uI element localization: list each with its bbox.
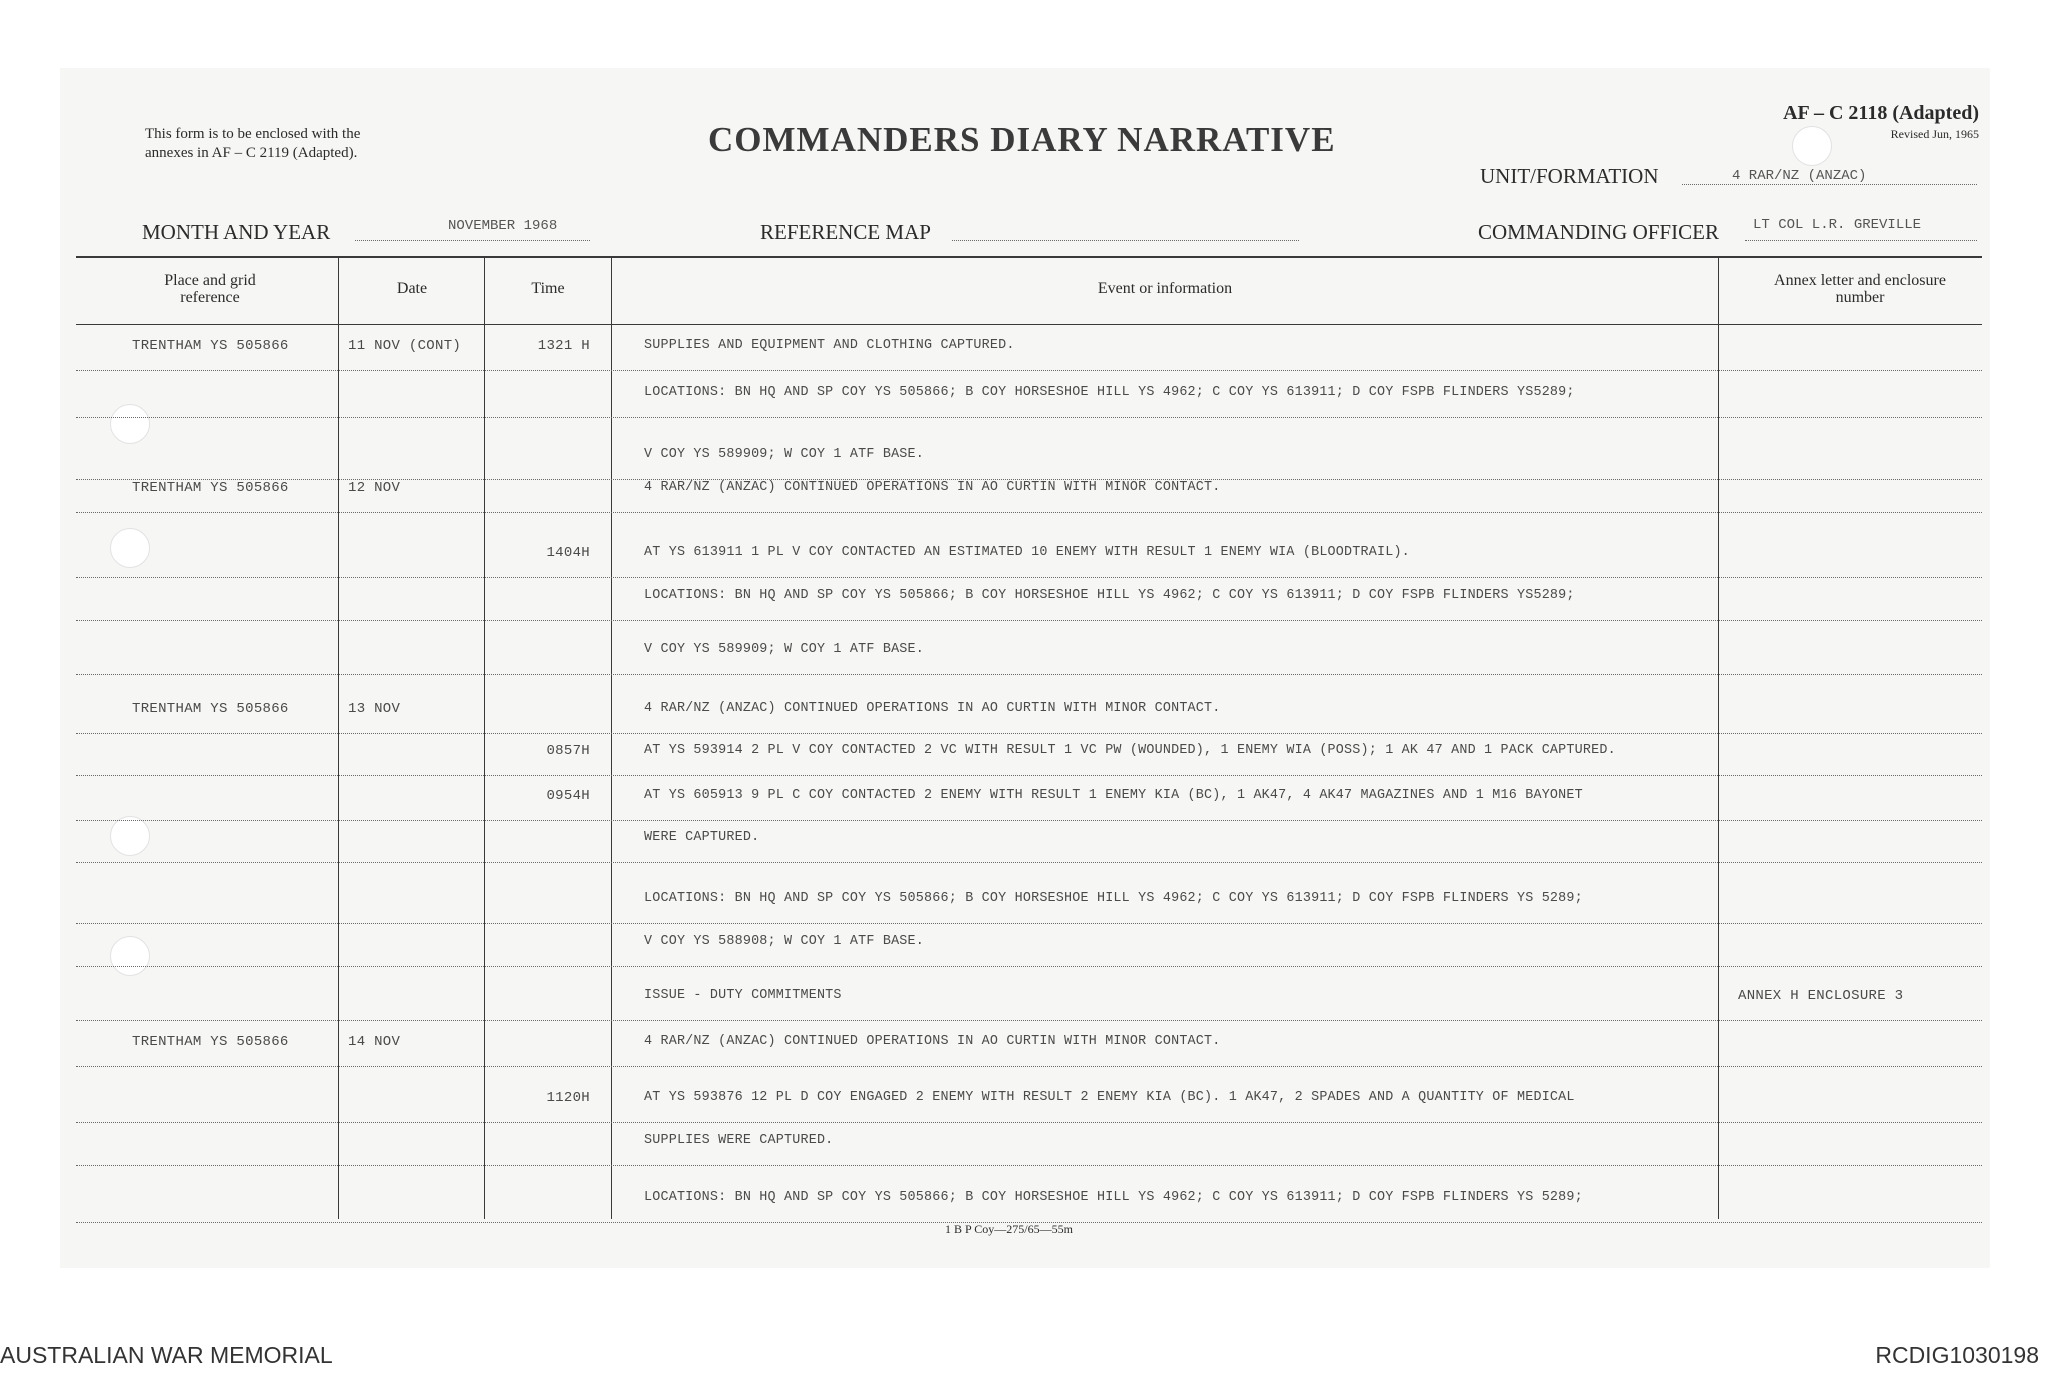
map-dotted-line bbox=[952, 240, 1299, 241]
col-divider-date bbox=[484, 256, 485, 1219]
print-code: 1 B P Coy—275/65—55m bbox=[945, 1222, 1073, 1236]
cell-event: V COY YS 589909; W COY 1 ATF BASE. bbox=[644, 447, 925, 462]
cell-time: 1321 H bbox=[537, 338, 590, 354]
cell-event: AT YS 593914 2 PL V COY CONTACTED 2 VC WITH RESULT 1 VC PW (WOUNDED), 1 ENEMY WIA (POSS); 1 AK 47 AND 1 PACK CAPTURED. bbox=[644, 743, 1616, 758]
cell-time: 1120H bbox=[546, 1090, 590, 1106]
cell-event: SUPPLIES WERE CAPTURED. bbox=[644, 1133, 834, 1148]
cell-time: 0954H bbox=[546, 788, 590, 804]
cell-event: 4 RAR/NZ (ANZAC) CONTINUED OPERATIONS IN AO CURTIN WITH MINOR CONTACT. bbox=[644, 701, 1221, 716]
footer-source: AUSTRALIAN WAR MEMORIAL bbox=[0, 1342, 333, 1368]
row-rule bbox=[76, 1066, 1982, 1067]
enclosure-note bbox=[145, 125, 360, 163]
diary-page bbox=[60, 68, 1990, 1268]
cell-event: 4 RAR/NZ (ANZAC) CONTINUED OPERATIONS IN AO CURTIN WITH MINOR CONTACT. bbox=[644, 480, 1221, 495]
row-rule bbox=[76, 370, 1982, 371]
column-header-annex: Annex letter and enclosure number bbox=[1774, 272, 1946, 306]
row-rule bbox=[76, 512, 1982, 513]
punch-hole bbox=[110, 936, 150, 976]
row-rule bbox=[76, 674, 1982, 675]
column-header-time: Time bbox=[531, 280, 565, 297]
cell-date: 14 NOV bbox=[348, 1034, 401, 1050]
cell-event: WERE CAPTURED. bbox=[644, 830, 760, 845]
cell-event: LOCATIONS: BN HQ AND SP COY YS 505866; B COY HORSESHOE HILL YS 4962; C COY YS 613911; D COY FSPB FLINDERS YS 5289; bbox=[644, 1190, 1583, 1205]
co-dotted-line bbox=[1745, 240, 1977, 241]
enclosure-note-line-1: This form is to be enclosed with the bbox=[145, 126, 361, 142]
column-header-place: Place and grid reference bbox=[164, 272, 256, 306]
cell-event: LOCATIONS: BN HQ AND SP COY YS 505866; B COY HORSESHOE HILL YS 4962; C COY YS 613911; D COY FSPB FLINDERS YS 5289; bbox=[644, 891, 1583, 906]
unit-value: 4 RAR/NZ (ANZAC) bbox=[1732, 168, 1867, 184]
punch-hole bbox=[110, 404, 150, 444]
map-label: REFERENCE MAP bbox=[760, 220, 931, 244]
co-label: COMMANDING OFFICER bbox=[1478, 220, 1719, 244]
cell-event: SUPPLIES AND EQUIPMENT AND CLOTHING CAPTURED. bbox=[644, 338, 1015, 353]
cell-event: V COY YS 589909; W COY 1 ATF BASE. bbox=[644, 642, 925, 657]
unit-label: UNIT/FORMATION bbox=[1480, 164, 1659, 188]
cell-event: V COY YS 588908; W COY 1 ATF BASE. bbox=[644, 934, 925, 949]
row-rule bbox=[76, 620, 1982, 621]
punch-hole bbox=[110, 528, 150, 568]
col-divider-place bbox=[338, 256, 339, 1219]
cell-time: 1404H bbox=[546, 545, 590, 561]
cell-event: LOCATIONS: BN HQ AND SP COY YS 505866; B COY HORSESHOE HILL YS 4962; C COY YS 613911; D COY FSPB FLINDERS YS5289; bbox=[644, 385, 1575, 400]
cell-event: 4 RAR/NZ (ANZAC) CONTINUED OPERATIONS IN AO CURTIN WITH MINOR CONTACT. bbox=[644, 1034, 1221, 1049]
row-rule bbox=[76, 733, 1982, 734]
cell-event: AT YS 605913 9 PL C COY CONTACTED 2 ENEMY WITH RESULT 1 ENEMY KIA (BC), 1 AK47, 4 AK47 MAGAZINES AND 1 M16 BAYONET bbox=[644, 788, 1583, 803]
row-rule bbox=[76, 577, 1982, 578]
cell-place: TRENTHAM YS 505866 bbox=[132, 701, 289, 717]
row-rule bbox=[76, 1122, 1982, 1123]
month-dotted-line bbox=[355, 240, 590, 241]
cell-date: 13 NOV bbox=[348, 701, 401, 717]
punch-hole bbox=[1792, 126, 1832, 166]
cell-place: TRENTHAM YS 505866 bbox=[132, 338, 289, 354]
cell-place: TRENTHAM YS 505866 bbox=[132, 480, 289, 496]
co-value: LT COL L.R. GREVILLE bbox=[1753, 217, 1922, 233]
month-value: NOVEMBER 1968 bbox=[448, 218, 558, 234]
col-divider-event bbox=[1718, 256, 1719, 1219]
cell-date: 12 NOV bbox=[348, 480, 401, 496]
header-rule bbox=[76, 324, 1982, 325]
cell-event: ISSUE - DUTY COMMITMENTS bbox=[644, 988, 842, 1003]
revised-date: Revised Jun, 1965 bbox=[1890, 127, 1979, 141]
cell-time: 0857H bbox=[546, 743, 590, 759]
form-number: AF – C 2118 (Adapted) bbox=[1783, 102, 1979, 124]
cell-event: AT YS 613911 1 PL V COY CONTACTED AN ESTIMATED 10 ENEMY WITH RESULT 1 ENEMY WIA (BLOODTRAIL). bbox=[644, 545, 1410, 560]
column-header-event: Event or information bbox=[1097, 280, 1233, 297]
cell-event: LOCATIONS: BN HQ AND SP COY YS 505866; B COY HORSESHOE HILL YS 4962; C COY YS 613911; D COY FSPB FLINDERS YS5289; bbox=[644, 588, 1575, 603]
punch-hole bbox=[110, 816, 150, 856]
row-rule bbox=[76, 1020, 1982, 1021]
table-top-rule bbox=[76, 256, 1982, 258]
form-title: COMMANDERS DIARY NARRATIVE bbox=[708, 120, 1336, 159]
footer-catalogue-id: RCDIG1030198 bbox=[1875, 1342, 2039, 1368]
row-rule bbox=[76, 923, 1982, 924]
cell-place: TRENTHAM YS 505866 bbox=[132, 1034, 289, 1050]
cell-annex: ANNEX H ENCLOSURE 3 bbox=[1738, 988, 1904, 1004]
month-label: MONTH AND YEAR bbox=[142, 220, 331, 244]
cell-event: AT YS 593876 12 PL D COY ENGAGED 2 ENEMY WITH RESULT 2 ENEMY KIA (BC). 1 AK47, 2 SPADES AND A QUANTITY OF MEDICAL bbox=[644, 1090, 1575, 1105]
row-rule bbox=[76, 862, 1982, 863]
unit-dotted-line bbox=[1682, 184, 1977, 185]
row-rule bbox=[76, 966, 1982, 967]
col-divider-time bbox=[611, 256, 612, 1219]
row-rule bbox=[76, 1165, 1982, 1166]
row-rule bbox=[76, 417, 1982, 418]
row-rule bbox=[76, 820, 1982, 821]
enclosure-note-line-2: annexes in AF – C 2119 (Adapted). bbox=[145, 145, 358, 161]
row-rule bbox=[76, 775, 1982, 776]
cell-date: 11 NOV (CONT) bbox=[348, 338, 462, 354]
column-header-date: Date bbox=[396, 280, 428, 297]
